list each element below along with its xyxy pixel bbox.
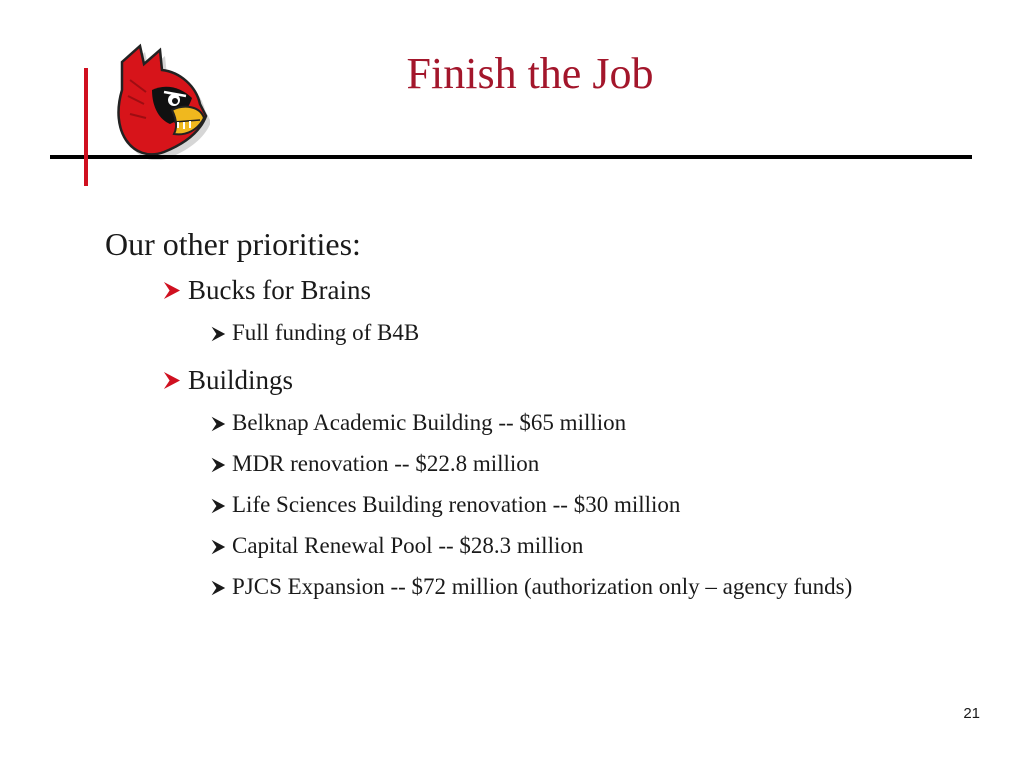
arrow-bullet-icon [210,580,226,596]
bullet-text: Belknap Academic Building -- $65 million [232,410,627,435]
bullet-text: Buildings [188,365,294,395]
header-divider-vertical [84,68,88,186]
arrow-bullet-icon [162,281,181,300]
page-number: 21 [963,705,980,722]
arrow-bullet-icon [162,371,181,390]
bullet-text: Bucks for Brains [188,275,371,305]
arrow-bullet-icon [210,457,226,473]
bullet-buildings [162,363,985,397]
bullet-bucks-for-brains [162,273,985,307]
bullet-text: MDR renovation -- $22.8 million [232,451,540,476]
slide-content [105,223,985,612]
sub-bullet-pjcs [210,571,912,603]
slide-title: Finish the Job [406,49,654,98]
bullet-text: Life Sciences Building renovation -- $30 million [232,492,681,517]
cardinal-head-logo-icon [100,40,210,160]
bullet-text: PJCS Expansion -- $72 million (authorization only – agency funds) [232,574,853,599]
sub-bullet-belknap [210,407,912,439]
sub-bullet-b4b-funding [210,317,912,349]
header-divider-horizontal [50,155,972,159]
arrow-bullet-icon [210,539,226,555]
arrow-bullet-icon [210,416,226,432]
bullet-text: Full funding of B4B [232,320,420,345]
sub-bullet-mdr [210,448,912,480]
arrow-bullet-icon [210,326,226,342]
priorities-heading: Our other priorities: [105,226,361,262]
sub-bullet-life-sciences [210,489,912,521]
arrow-bullet-icon [210,498,226,514]
sub-bullet-capital-renewal [210,530,912,562]
bullet-text: Capital Renewal Pool -- $28.3 million [232,533,584,558]
